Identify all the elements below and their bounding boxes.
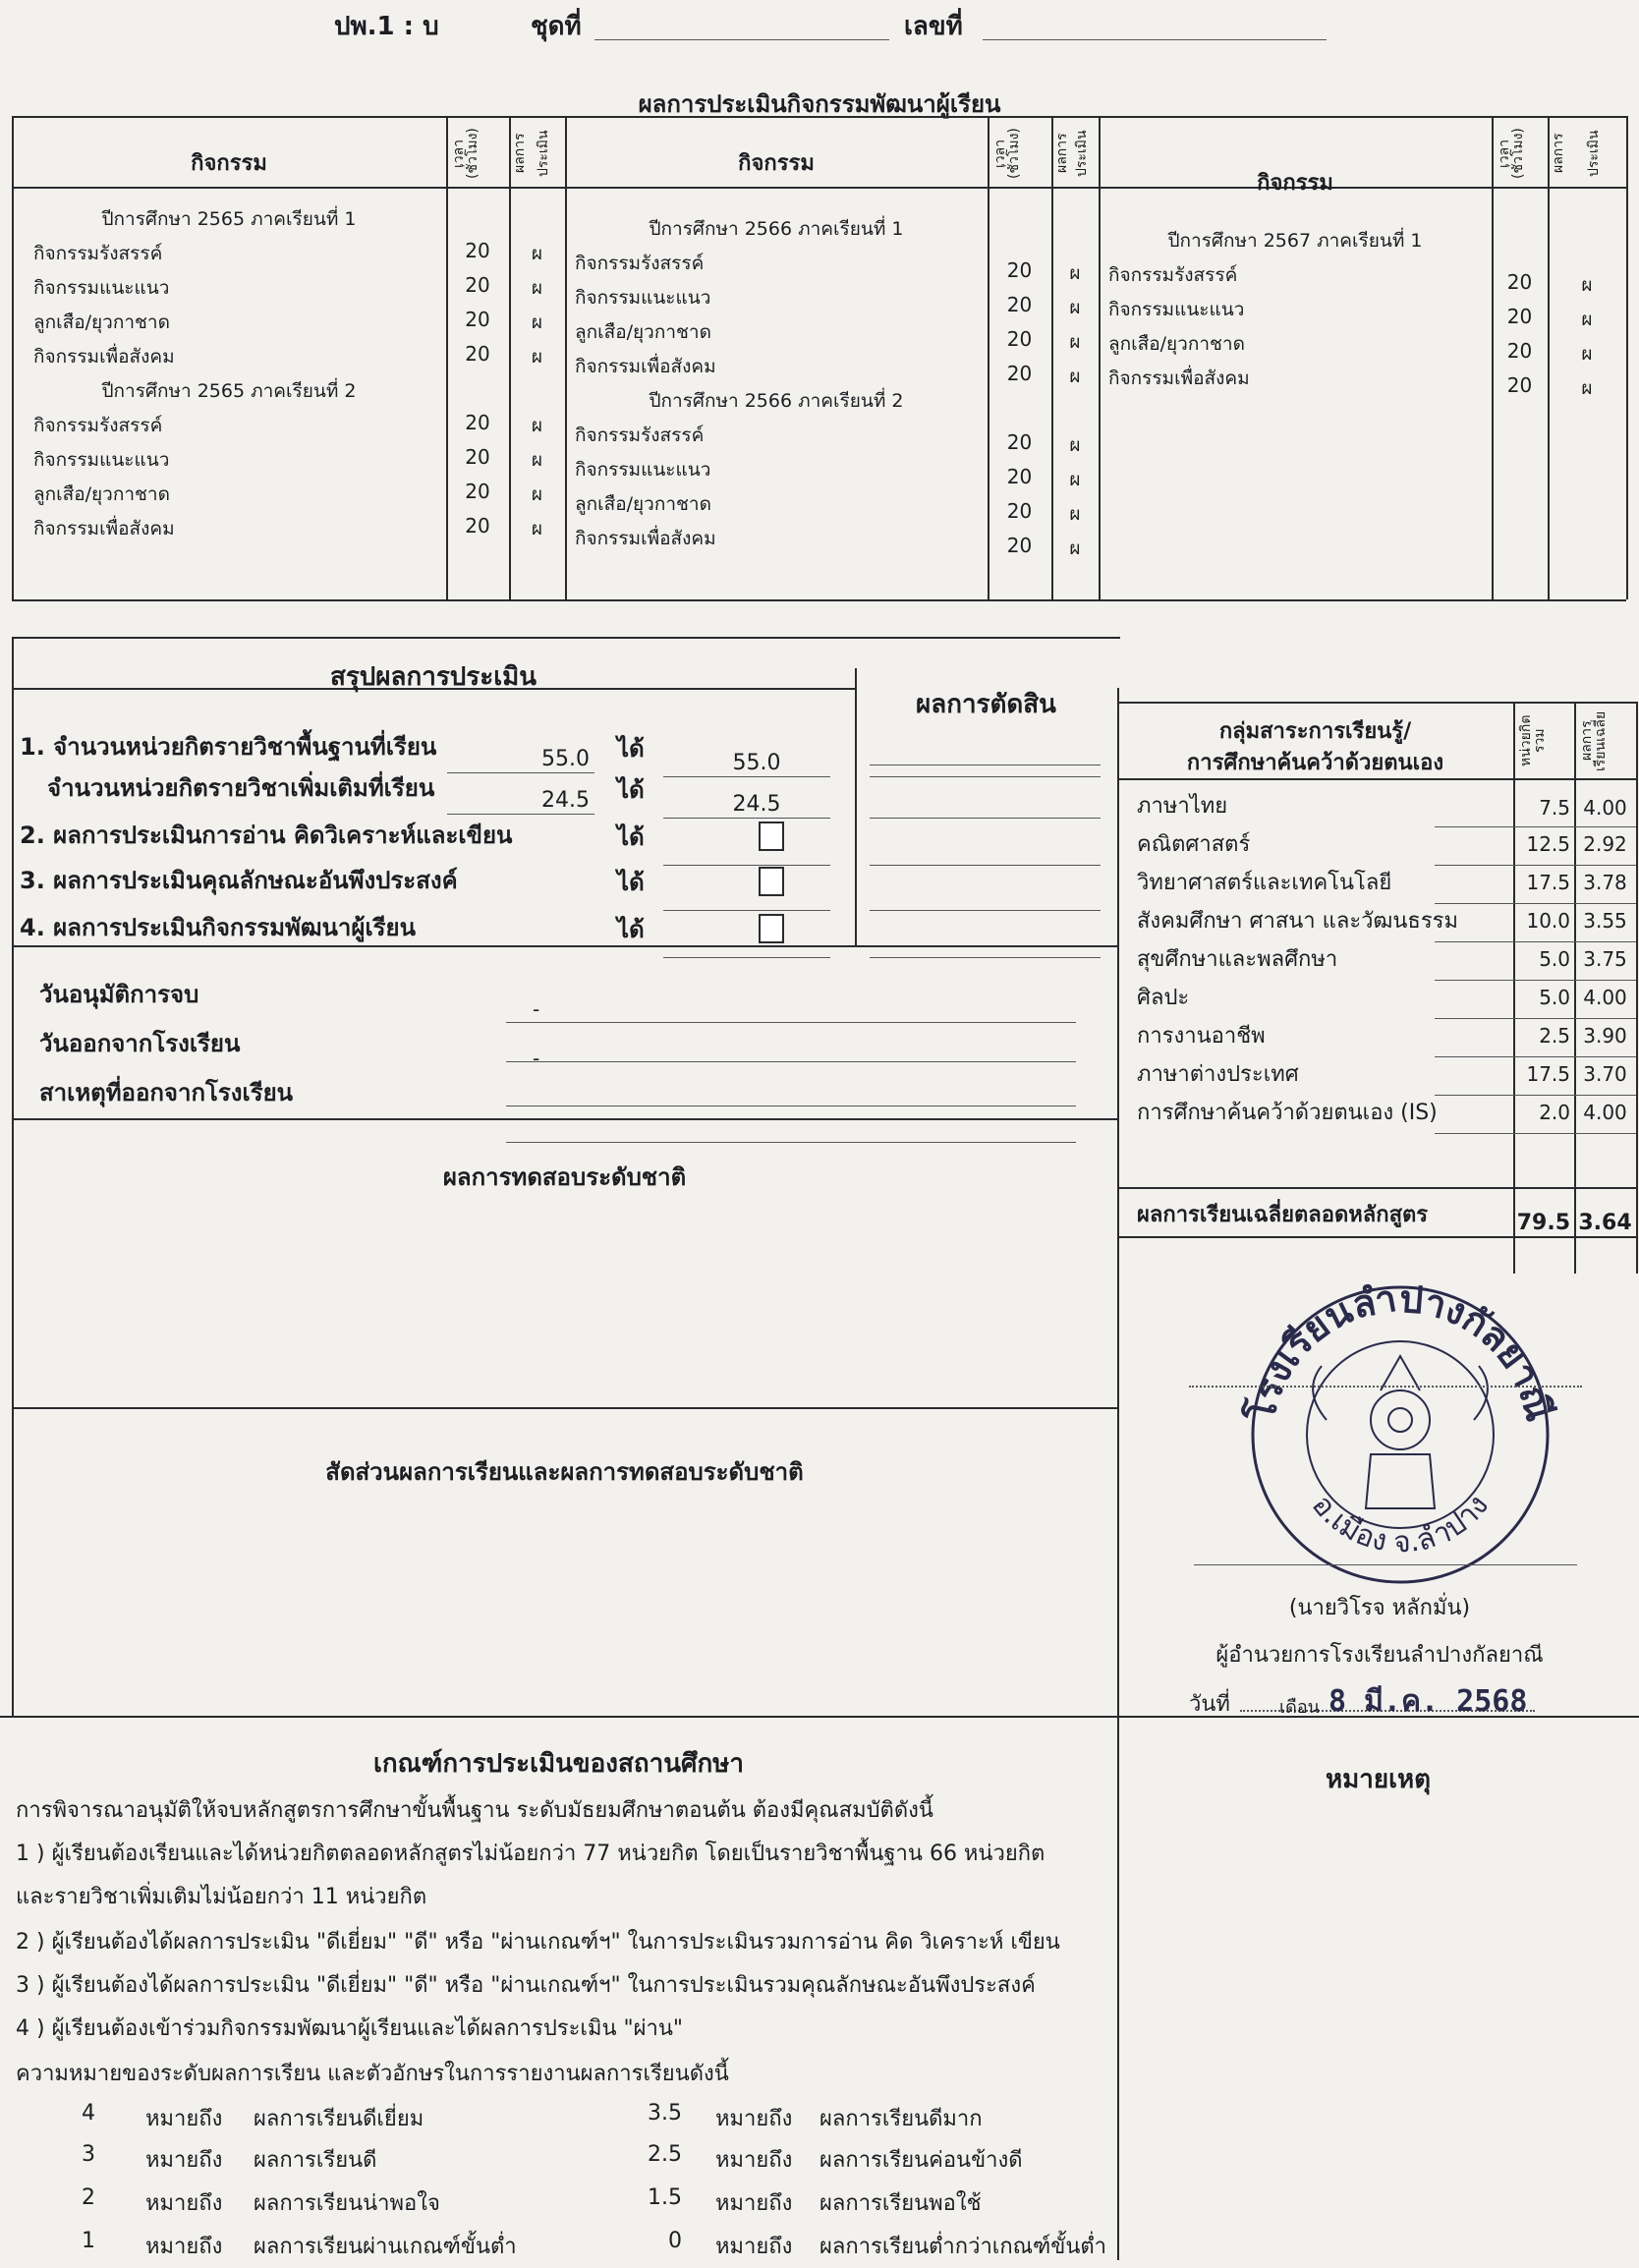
activity-row	[1099, 329, 1626, 364]
col-hours-header: เวลา (ชั่วโมง)	[1497, 128, 1526, 179]
activity-hours: 20	[1506, 305, 1533, 328]
activity-name: ลูกเสือ/ยุวกาชาด	[575, 321, 711, 343]
activity-result: ผ	[1581, 377, 1593, 399]
activity-row	[12, 239, 565, 273]
subject-gpa: 4.00	[1583, 796, 1627, 820]
subject-row	[1117, 865, 1636, 903]
activity-name: กิจกรรมรังสรรค์	[575, 425, 705, 446]
result-checkbox[interactable]	[759, 914, 784, 943]
activity-result: ผ	[1069, 366, 1081, 387]
activity-row	[565, 317, 1099, 352]
subject-credits: 2.0	[1539, 1101, 1570, 1124]
activity-row	[12, 273, 565, 308]
activity-result: ผ	[531, 449, 543, 471]
activity-name: ลูกเสือ/ยุวกาชาด	[575, 493, 711, 515]
grade-value-2: 2.5	[648, 2142, 682, 2167]
activity-result: ผ	[1069, 434, 1081, 456]
activity-result: ผ	[531, 312, 543, 333]
activity-result: ผ	[1069, 297, 1081, 318]
subject-credits: 17.5	[1526, 1062, 1570, 1086]
means-label: หมายถึง	[145, 2235, 223, 2259]
activity-result: ผ	[1069, 262, 1081, 284]
subject-row	[1117, 980, 1636, 1018]
criteria-line: 3 ) ผู้เรียนต้องได้ผลการประเมิน "ดีเยี่ยม" "ดี" หรือ "ผ่านเกณฑ์ฯ" ในการประเมินรวมคุณลักษณะอันพึงประสงค์	[16, 1973, 1036, 1998]
grade-value-2: 0	[668, 2229, 682, 2253]
got-label: ได้	[617, 735, 645, 763]
activity-hours: 20	[1506, 373, 1533, 397]
total-gpa: 3.64	[1578, 1211, 1632, 1235]
activity-hours: 20	[1006, 362, 1033, 385]
activity-hours: 20	[1006, 465, 1033, 488]
activity-hours: 20	[465, 514, 490, 538]
activity-name: กิจกรรมเพื่อสังคม	[575, 356, 716, 377]
subject-name: ศิลปะ	[1137, 986, 1190, 1010]
activity-name: กิจกรรมเพื่อสังคม	[33, 346, 175, 368]
semester-heading: ปีการศึกษา 2566 ภาคเรียนที่ 1	[649, 218, 904, 240]
activity-hours: 20	[465, 480, 490, 503]
seal-top-text: โรงเรียนลำปางกัลยาณี	[1239, 1276, 1561, 1426]
grade-scale-row	[0, 2142, 1117, 2182]
activity-row	[12, 308, 565, 342]
activity-result: ผ	[531, 518, 543, 539]
subject-gpa: 2.92	[1583, 832, 1627, 856]
grade-value-2: 3.5	[648, 2101, 682, 2126]
leave-date-value: -	[533, 1047, 540, 1070]
grade-value: 2	[82, 2185, 95, 2210]
activity-name: กิจกรรมแนะแนว	[1108, 299, 1245, 320]
col-activity-header: กิจกรรม	[1257, 171, 1333, 196]
activity-result: ผ	[531, 277, 543, 299]
subject-credits: 10.0	[1526, 909, 1570, 933]
grade-description: ผลการเรียนผ่านเกณฑ์ขั้นต่ำ	[254, 2235, 517, 2259]
semester-heading: ปีการศึกษา 2567 ภาคเรียนที่ 1	[1167, 230, 1423, 252]
activity-hours: 20	[465, 273, 490, 297]
subject-name: การงานอาชีพ	[1137, 1024, 1266, 1049]
subject-row	[1117, 1018, 1636, 1056]
grade-description-2: ผลการเรียนค่อนข้างดี	[820, 2148, 1023, 2173]
summary-row-label: 4. ผลการประเมินกิจกรรมพัฒนาผู้เรียน	[20, 914, 417, 941]
subject-name: คณิตศาสตร์	[1137, 832, 1251, 857]
director-name: (นายวิโรจ หลักมั่น)	[1288, 1596, 1471, 1620]
form-code: ปพ.1 : บ	[334, 12, 439, 41]
graduation-date-label: วันอนุมัติการจบ	[39, 981, 199, 1008]
credits-studied: 24.5	[541, 788, 590, 813]
activity-name: กิจกรรมรังสรรค์	[575, 253, 705, 274]
set-number-line	[594, 39, 889, 40]
activity-hours: 20	[1006, 293, 1033, 316]
means-label: หมายถึง	[145, 2148, 223, 2173]
activity-row	[1099, 364, 1626, 398]
grade-description: ผลการเรียนดีเยี่ยม	[254, 2107, 424, 2131]
subject-credits: 5.0	[1539, 986, 1570, 1009]
grade-value: 4	[82, 2101, 95, 2126]
means-label: หมายถึง	[715, 2235, 793, 2259]
activity-name: กิจกรรมรังสรรค์	[1108, 264, 1238, 286]
activity-row	[565, 249, 1099, 283]
grade-scale-row	[0, 2185, 1117, 2225]
means-label: หมายถึง	[715, 2191, 793, 2216]
subject-row	[1117, 826, 1636, 865]
summary-row-label: 2. ผลการประเมินการอ่าน คิดวิเคราะห์และเขียน	[20, 822, 513, 849]
grades-title-2: การศึกษาค้นคว้าด้วยตนเอง	[1186, 751, 1444, 775]
criteria-line: และรายวิชาเพิ่มเติมไม่น้อยกว่า 11 หน่วยกิต	[16, 1885, 427, 1909]
subject-gpa: 3.75	[1583, 947, 1627, 971]
activity-result: ผ	[1069, 538, 1081, 559]
grade-description-2: ผลการเรียนดีมาก	[820, 2107, 983, 2131]
subject-name: การศึกษาค้นคว้าด้วยตนเอง (IS)	[1137, 1101, 1438, 1125]
activity-row	[565, 352, 1099, 386]
ratio-title: สัดส่วนผลการเรียนและผลการทดสอบระดับชาติ	[325, 1458, 804, 1486]
activity-result: ผ	[1069, 469, 1081, 490]
means-label: หมายถึง	[145, 2191, 223, 2216]
activity-row	[565, 489, 1099, 524]
activity-hours: 20	[1006, 258, 1033, 282]
activity-result: ผ	[1581, 274, 1593, 296]
activity-row	[565, 283, 1099, 317]
activity-row	[12, 411, 565, 445]
subject-credits: 5.0	[1539, 947, 1570, 971]
summary-title: สรุปผลการประเมิน	[329, 662, 537, 692]
col-credits-header: หน่วยกิต รวม	[1518, 714, 1548, 767]
criteria-line: 1 ) ผู้เรียนต้องเรียนและได้หน่วยกิตตลอดหลักสูตรไม่น้อยกว่า 77 หน่วยกิต โดยเป็นรายวิชาพื้นฐาน 66 หน่วยกิต	[16, 1842, 1046, 1866]
criteria-line: 2 ) ผู้เรียนต้องได้ผลการประเมิน "ดีเยี่ยม" "ดี" หรือ "ผ่านเกณฑ์ฯ" ในการประเมินรวมการอ่าน คิด วิเคราะห์ เขียน	[16, 1930, 1060, 1955]
activity-name: กิจกรรมรังสรรค์	[33, 243, 163, 264]
activity-row	[12, 514, 565, 548]
activity-hours: 20	[465, 411, 490, 434]
subject-name: ภาษาไทย	[1137, 794, 1228, 819]
means-label: หมายถึง	[145, 2107, 223, 2131]
activity-name: กิจกรรมแนะแนว	[33, 277, 170, 299]
activity-hours: 20	[465, 445, 490, 469]
activity-row	[565, 421, 1099, 455]
signed-date: 8 มี.ค. 2568	[1328, 1684, 1528, 1719]
activity-row	[12, 445, 565, 480]
subject-gpa: 4.00	[1583, 1101, 1627, 1124]
total-gpa-label: ผลการเรียนเฉลี่ยตลอดหลักสูตร	[1137, 1203, 1429, 1227]
subject-row	[1117, 1095, 1636, 1133]
grades-title-1: กลุ่มสาระการเรียนรู้/	[1218, 719, 1412, 744]
activity-result: ผ	[1581, 343, 1593, 365]
activity-name: กิจกรรมแนะแนว	[33, 449, 170, 471]
col-activity-header: กิจกรรม	[738, 151, 815, 176]
criteria-line: 4 ) ผู้เรียนต้องเข้าร่วมกิจกรรมพัฒนาผู้เรียนและได้ผลการประเมิน "ผ่าน"	[16, 2016, 684, 2041]
activity-row	[12, 480, 565, 514]
activity-result: ผ	[531, 415, 543, 436]
leave-date-label: วันออกจากโรงเรียน	[39, 1030, 241, 1057]
col-result-header-b: ประเมิน	[536, 130, 551, 177]
credits-studied: 55.0	[541, 747, 590, 771]
grade-scale-row	[0, 2229, 1117, 2268]
remarks-title: หมายเหตุ	[1325, 1765, 1432, 1794]
summary-row-label: จำนวนหน่วยกิตรายวิชาเพิ่มเติมที่เรียน	[47, 774, 435, 802]
activity-row	[1099, 295, 1626, 329]
national-test-title: ผลการทดสอบระดับชาติ	[442, 1163, 687, 1191]
activity-row	[565, 524, 1099, 558]
grade-description: ผลการเรียนน่าพอใจ	[254, 2191, 440, 2216]
grade-value-2: 1.5	[648, 2185, 682, 2210]
subject-row	[1117, 903, 1636, 941]
meaning-intro: ความหมายของระดับผลการเรียน และตัวอักษรในการรายงานผลการเรียนดังนี้	[16, 2062, 729, 2086]
activity-result: ผ	[1069, 503, 1081, 525]
grade-description-2: ผลการเรียนพอใช้	[820, 2191, 982, 2216]
grade-description-2: ผลการเรียนต่ำกว่าเกณฑ์ขั้นต่ำ	[820, 2235, 1107, 2259]
month-prefix: เดือน	[1279, 1697, 1320, 1718]
summary-row-label: 1. จำนวนหน่วยกิตรายวิชาพื้นฐานที่เรียน	[20, 733, 437, 761]
activity-hours: 20	[465, 308, 490, 331]
activity-name: กิจกรรมแนะแนว	[575, 287, 711, 309]
leave-reason-label: สาเหตุที่ออกจากโรงเรียน	[39, 1079, 294, 1106]
got-label: ได้	[617, 776, 645, 804]
activity-row	[12, 342, 565, 376]
got-label: ได้	[617, 916, 645, 943]
criteria-title: เกณฑ์การประเมินของสถานศึกษา	[373, 1749, 744, 1779]
col-activity-header: กิจกรรม	[191, 151, 267, 176]
activity-name: ลูกเสือ/ยุวกาชาด	[33, 312, 170, 333]
activity-hours: 20	[1506, 339, 1533, 363]
col-result-header-a: ผลการ	[1551, 133, 1566, 174]
semester-heading: ปีการศึกษา 2565 ภาคเรียนที่ 2	[101, 380, 357, 402]
subject-row	[1117, 941, 1636, 980]
activity-row	[1099, 260, 1626, 295]
activity-hours: 20	[1006, 534, 1033, 557]
col-hours-header: เวลา (ชั่วโมง)	[451, 128, 480, 179]
activity-row	[565, 455, 1099, 489]
subject-row	[1117, 788, 1636, 826]
subject-credits: 17.5	[1526, 871, 1570, 894]
subject-credits: 12.5	[1526, 832, 1570, 856]
activity-name: กิจกรรมเพื่อสังคม	[1108, 368, 1250, 389]
date-prefix: วันที่	[1189, 1692, 1230, 1717]
seal-bottom-text: อ.เมือง จ.ลำปาง	[1304, 1488, 1497, 1560]
col-result-header-b: ประเมิน	[1074, 130, 1090, 177]
activities-title: ผลการประเมินกิจกรรมพัฒนาผู้เรียน	[638, 90, 1001, 118]
activity-name: ลูกเสือ/ยุวกาชาด	[1108, 333, 1245, 355]
summary-row-label: 3. ผลการประเมินคุณลักษณะอันพึงประสงค์	[20, 867, 458, 894]
graduation-date-value: -	[533, 997, 540, 1021]
subject-gpa: 3.55	[1583, 909, 1627, 933]
grade-scale-row	[0, 2101, 1117, 2140]
activity-result: ผ	[531, 243, 543, 264]
activity-result: ผ	[1581, 309, 1593, 330]
subject-credits: 2.5	[1539, 1024, 1570, 1048]
number-label: เลขที่	[904, 12, 963, 41]
col-result-header-a: ผลการ	[512, 133, 528, 174]
subject-name: ภาษาต่างประเทศ	[1137, 1062, 1299, 1087]
got-label: ได้	[617, 823, 645, 851]
activity-hours: 20	[1006, 430, 1033, 454]
decision-title: ผลการตัดสิน	[916, 690, 1056, 719]
activity-hours: 20	[465, 342, 490, 366]
col-gpa-header: ผลการ เรียนเฉลี่ย	[1579, 710, 1609, 771]
activity-name: กิจกรรมเพื่อสังคม	[575, 528, 716, 549]
activity-hours: 20	[1506, 270, 1533, 294]
result-checkbox[interactable]	[759, 867, 784, 896]
activity-result: ผ	[531, 483, 543, 505]
total-credits: 79.5	[1516, 1211, 1570, 1235]
school-seal	[1233, 1273, 1567, 1587]
director-position: ผู้อำนวยการโรงเรียนลำปางกัลยาณี	[1215, 1643, 1544, 1668]
col-hours-header: เวลา (ชั่วโมง)	[992, 128, 1022, 179]
grade-value: 3	[82, 2142, 95, 2167]
subject-row	[1117, 1056, 1636, 1095]
activity-hours: 20	[1006, 499, 1033, 523]
subject-credits: 7.5	[1539, 796, 1570, 820]
number-line	[983, 39, 1327, 40]
got-label: ได้	[617, 869, 645, 896]
col-result-header-a: ผลการ	[1054, 133, 1070, 174]
activity-name: กิจกรรมแนะแนว	[575, 459, 711, 481]
subject-name: สุขศึกษาและพลศึกษา	[1137, 947, 1338, 972]
result-checkbox[interactable]	[759, 822, 784, 851]
semester-heading: ปีการศึกษา 2565 ภาคเรียนที่ 1	[101, 208, 357, 230]
subject-gpa: 4.00	[1583, 986, 1627, 1009]
set-label: ชุดที่	[531, 12, 582, 41]
activity-name: กิจกรรมเพื่อสังคม	[33, 518, 175, 539]
subject-gpa: 3.70	[1583, 1062, 1627, 1086]
activity-result: ผ	[1069, 331, 1081, 353]
col-result-header-b: ประเมิน	[1586, 130, 1602, 177]
semester-heading: ปีการศึกษา 2566 ภาคเรียนที่ 2	[649, 390, 904, 412]
activity-name: ลูกเสือ/ยุวกาชาด	[33, 483, 170, 505]
credits-earned: 24.5	[732, 792, 781, 817]
credits-earned: 55.0	[732, 751, 781, 775]
subject-gpa: 3.78	[1583, 871, 1627, 894]
subject-name: วิทยาศาสตร์และเทคโนโลยี	[1137, 871, 1392, 895]
activity-name: กิจกรรมรังสรรค์	[33, 415, 163, 436]
criteria-intro: การพิจารณาอนุมัติให้จบหลักสูตรการศึกษาขั้นพื้นฐาน ระดับมัธยมศึกษาตอนต้น ต้องมีคุณสมบัติดังนี้	[16, 1798, 933, 1823]
subject-name: สังคมศึกษา ศาสนา และวัฒนธรรม	[1137, 909, 1458, 934]
activity-hours: 20	[1006, 327, 1033, 351]
activity-hours: 20	[465, 239, 490, 262]
subject-gpa: 3.90	[1583, 1024, 1627, 1048]
activity-result: ผ	[531, 346, 543, 368]
means-label: หมายถึง	[715, 2107, 793, 2131]
grade-value: 1	[82, 2229, 95, 2253]
grade-description: ผลการเรียนดี	[254, 2148, 377, 2173]
means-label: หมายถึง	[715, 2148, 793, 2173]
